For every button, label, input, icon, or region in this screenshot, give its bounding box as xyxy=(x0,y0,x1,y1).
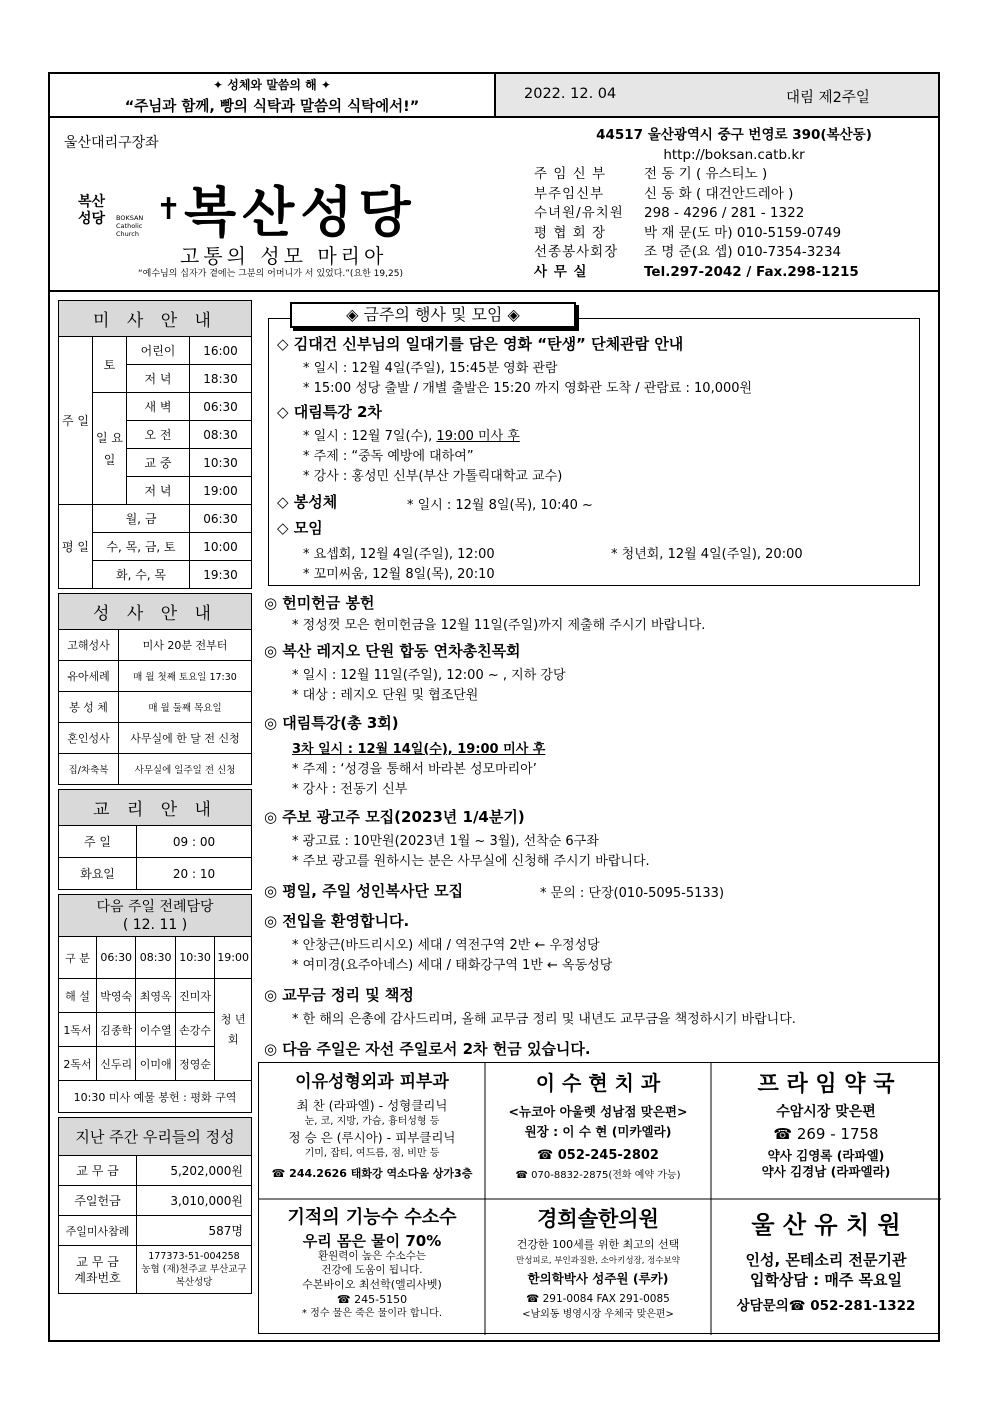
account-number: 177373-51-004258 xyxy=(148,1251,240,1262)
events-title: ◈ 금주의 행사 및 모임 ◈ xyxy=(290,302,576,328)
ad-line: * 정수 물은 죽은 물이라 합니다. xyxy=(302,1308,442,1319)
event-4-heading: ◇ 모임 xyxy=(277,519,323,537)
sacrament-title: 성 사 안 내 xyxy=(59,594,252,630)
ad-line: 환원력이 높은 수소수는 xyxy=(317,1250,427,1262)
account-holder: 복산성당 xyxy=(175,1277,213,1288)
liturgy-col: 구 분 xyxy=(59,937,97,979)
staff-value: 전 동 기 ( 유스티노 ) xyxy=(644,166,768,182)
event-4-line: * 꼬미씨움, 12월 8일(목), 20:10 xyxy=(303,567,495,582)
ad-pharmacy xyxy=(711,1067,941,1197)
notice-3-line: 3차 일시 : 12월 14일(수), 19:00 미사 후 xyxy=(292,742,546,757)
event-4-line: * 요셉회, 12월 4일(주일), 12:00 xyxy=(303,547,495,562)
liturgy-role: 해 설 xyxy=(59,979,97,1013)
event-3-line: * 일시 : 12월 8일(목), 10:40 ~ xyxy=(407,498,593,513)
patron: 고통의 성모 마리아 xyxy=(180,244,388,268)
liturgy-youth: 청 년 회 xyxy=(215,979,252,1081)
ad-line: ☎ 052-245-2802 xyxy=(537,1148,659,1163)
offering-title: 지난 주간 우리들의 정성 xyxy=(59,1118,252,1156)
notice-7-line: * 한 해의 은총에 감사드리며, 올해 교무금 정리 및 내년도 교무금을 책정하시기 바랍니다. xyxy=(292,1012,796,1027)
mass-time: 18:30 xyxy=(190,365,252,393)
mass-name: 수, 목, 금, 토 xyxy=(93,533,190,561)
offering-key: 주일미사참례 xyxy=(59,1216,137,1246)
liturgy-col: 10:30 xyxy=(175,937,214,979)
staff-key: 주 임 신 부 xyxy=(534,166,607,182)
liturgy-note: 10:30 미사 예물 봉헌 : 평화 구역 xyxy=(59,1081,252,1113)
liturgy-person: 신두리 xyxy=(97,1047,136,1081)
staff-key: 수녀원/유치원 xyxy=(534,205,624,221)
ad-title: 이 수 현 치 과 xyxy=(535,1071,661,1095)
ad-line: ☎ 245-5150 xyxy=(336,1293,408,1306)
liturgy-person: 이수열 xyxy=(136,1013,175,1047)
event-2-date: * 일시 : 12월 7일(수), xyxy=(303,429,437,444)
notice-1-line: * 정성껏 모은 헌미헌금을 12월 11일(주일)까지 제출해 주시기 바랍니다. xyxy=(292,618,706,633)
motto-line2: “주님과 함께, 빵의 식탁과 말씀의 식탁에서!” xyxy=(124,99,420,115)
notice-3-line: * 강사 : 전동기 신부 xyxy=(292,782,408,797)
sacrament-key: 고해성사 xyxy=(59,630,119,661)
liturgy-col: 19:00 xyxy=(215,937,252,979)
account-label-1: 교 무 금 xyxy=(76,1254,119,1269)
catechism-key: 화요일 xyxy=(59,858,137,890)
ad-line: ☎ 244.2626 태화강 역소다움 상가3층 xyxy=(271,1167,473,1180)
notice-8-heading: ◎ 다음 주일은 자선 주일로서 2차 헌금 있습니다. xyxy=(264,1040,591,1058)
account-label xyxy=(59,1246,137,1294)
event-4-line: * 청년회, 12월 4일(주일), 20:00 xyxy=(611,547,803,562)
staff-key: 선종봉사회장 xyxy=(534,244,619,260)
ad-clinic xyxy=(259,1067,485,1197)
notice-6-line: * 여미경(요주아네스) 세대 / 태화강구역 1반 ← 옥동성당 xyxy=(292,958,613,973)
sacrament-value: 매 월 둘째 목요일 xyxy=(119,692,252,723)
mass-name: 월, 금 xyxy=(93,505,190,533)
top-bar xyxy=(50,74,938,118)
event-2-line: * 강사 : 홍성민 신부(부산 가톨릭대학교 교수) xyxy=(303,469,563,484)
event-2-line xyxy=(303,425,520,444)
motto xyxy=(50,74,494,116)
mass-time: 06:30 xyxy=(190,505,252,533)
event-3-heading: ◇ 봉성체 xyxy=(277,493,338,511)
staff-row xyxy=(534,243,934,263)
staff-row xyxy=(534,185,934,205)
liturgy-person: 박영숙 xyxy=(97,979,136,1013)
notice-3-heading: ◎ 대림특강(총 3회) xyxy=(264,714,399,732)
ad-line: <남외동 병영시장 우체국 맞은편> xyxy=(522,1309,674,1320)
notice-4-line: * 주보 광고를 원하시는 분은 사무실에 신청해 주시기 바랍니다. xyxy=(292,854,650,869)
offering-table xyxy=(58,1117,252,1294)
sunday-sub-label: 일 요 일 xyxy=(93,393,127,505)
notice-2-line: * 대상 : 레지오 단원 및 협조단원 xyxy=(292,688,479,703)
liturgy-person: 정영순 xyxy=(175,1047,214,1081)
sacrament-key: 유아세례 xyxy=(59,661,119,692)
liturgy-person: 최영옥 xyxy=(136,979,175,1013)
mass-name: 저 녁 xyxy=(127,477,190,505)
liturgy-col: 06:30 xyxy=(97,937,136,979)
mass-time: 19:30 xyxy=(190,561,252,589)
mass-time: 06:30 xyxy=(190,393,252,421)
liturgy-role: 1독서 xyxy=(59,1013,97,1047)
logo-small-text xyxy=(78,194,105,228)
events-box xyxy=(268,318,920,586)
ad-dental xyxy=(485,1067,711,1197)
ad-title: 프 라 임 약 국 xyxy=(757,1072,895,1097)
ad-line: 최 찬 (라파엘) - 성형클리닉 xyxy=(296,1098,448,1113)
staff-row xyxy=(534,204,934,224)
sacrament-value: 미사 20분 전부터 xyxy=(119,630,252,661)
quote: “예수님의 십자가 곁에는 그분의 어머니가 서 있었다.”(요한 19,25) xyxy=(138,269,403,279)
cross-icon: ✝ xyxy=(156,192,182,227)
liturgy-role: 2독서 xyxy=(59,1047,97,1081)
mass-name: 오 전 xyxy=(127,421,190,449)
staff-key: 평 협 회 장 xyxy=(534,224,607,241)
ad-line: 입학상담 : 매주 목요일 xyxy=(749,1271,903,1289)
liturgy-title-2: ( 12. 11 ) xyxy=(122,916,188,933)
ad-title: 울 산 유 치 원 xyxy=(751,1211,901,1239)
liturgy-person: 손강수 xyxy=(175,1013,214,1047)
mass-time: 08:30 xyxy=(190,421,252,449)
notice-6-line: * 안창근(바드리시오) 세대 / 역전구역 2반 ← 우정성당 xyxy=(292,938,600,953)
ad-line: 약사 김경남 (라파엘라) xyxy=(761,1164,891,1179)
offering-value: 587명 xyxy=(137,1216,252,1246)
notice-7-heading: ◎ 교무금 정리 및 책정 xyxy=(264,986,414,1004)
ad-line: <뉴코아 아울렛 성남점 맞은편> xyxy=(508,1104,688,1119)
ad-line: 정 승 은 (루시아) - 피부클리닉 xyxy=(288,1130,456,1145)
notice-4-heading: ◎ 주보 광고주 모집(2023년 1/4분기) xyxy=(264,808,525,826)
ad-line: 건강에 도움이 됩니다. xyxy=(321,1264,423,1276)
event-1-line: * 일시 : 12월 4일(주일), 15:45분 영화 관람 xyxy=(303,361,558,376)
mass-name: 교 중 xyxy=(127,449,190,477)
liturgical-season: 대림 제2주일 xyxy=(786,90,870,106)
event-1-heading: ◇ 김대건 신부님의 일대기를 담은 영화 “탄생” 단체관람 안내 xyxy=(277,335,684,353)
ads-section xyxy=(258,1062,940,1334)
logo-small-2: 성당 xyxy=(78,211,106,227)
mass-name: 저 녁 xyxy=(127,365,190,393)
notice-6-heading: ◎ 전입을 환영합니다. xyxy=(264,912,410,930)
ad-line: 상담문의☎ 052-281-1322 xyxy=(736,1298,916,1314)
mass-name: 새 벽 xyxy=(127,393,190,421)
liturgy-person: 이미애 xyxy=(136,1047,175,1081)
ad-line: 원장 : 이 수 현 (미카엘라) xyxy=(524,1124,672,1139)
ad-line: 건강한 100세를 위한 최고의 선택 xyxy=(516,1238,680,1251)
motto-line1: ✦ 성체와 말씀의 해 ✦ xyxy=(213,78,331,92)
logo-small-1: 복산 xyxy=(78,194,106,210)
left-column xyxy=(58,300,252,1294)
notice-2-line: * 일시 : 12월 11일(주일), 12:00 ~ , 지하 강당 xyxy=(292,668,566,683)
staff-value: Tel.297-2042 / Fax.298-1215 xyxy=(644,263,859,280)
church-info xyxy=(534,126,934,282)
diocese: 울산대리구장좌 xyxy=(64,135,159,151)
notice-3-line: * 주제 : ‘성경을 통해서 바라본 성모마리아’ xyxy=(292,762,537,777)
staff-key: 사 무 실 xyxy=(534,263,588,280)
mass-time: 10:30 xyxy=(190,449,252,477)
account-label-2: 계좌번호 xyxy=(74,1270,121,1285)
ad-line: ☎ 291-0084 FAX 291-0085 xyxy=(526,1293,670,1305)
offering-key: 주일헌금 xyxy=(59,1186,137,1216)
header xyxy=(50,118,938,292)
staff-row xyxy=(534,165,934,185)
catechism-value: 09 : 00 xyxy=(137,826,252,858)
catechism-title: 교 리 안 내 xyxy=(59,790,252,826)
notice-5-line: * 문의 : 단장(010-5095-5133) xyxy=(540,886,725,901)
ad-title: 이유성형외과 피부과 xyxy=(295,1072,449,1092)
event-1-line: * 15:00 성당 출발 / 개별 출발은 15:20 까지 영화관 도착 / 관람료 : 10,000원 xyxy=(303,381,753,396)
church-name: 복산성당 xyxy=(184,181,417,244)
account-bank: 농협 (재)천주교 부산교구 xyxy=(141,1264,247,1275)
ad-line: 기미, 잡티, 여드름, 점, 비만 등 xyxy=(304,1148,440,1159)
bulletin-frame xyxy=(48,72,940,1342)
liturgy-person: 김종학 xyxy=(97,1013,136,1047)
notice-4-line: * 광고료 : 10만원(2023년 1월 ~ 3월), 선착순 6구좌 xyxy=(292,834,599,849)
issue-date: 2022. 12. 04 xyxy=(524,86,617,102)
account-info xyxy=(137,1246,252,1294)
sacrament-key: 집/차축복 xyxy=(59,754,119,785)
catechism-table xyxy=(58,789,252,890)
sunday-label: 주 일 xyxy=(59,337,93,505)
notice-1-heading: ◎ 헌미헌금 봉헌 xyxy=(264,594,375,612)
staff-value: 조 명 준(요 셉) 010-7354-3234 xyxy=(644,244,842,260)
liturgy-col: 08:30 xyxy=(136,937,175,979)
ad-line: 인성, 몬테소리 전문기관 xyxy=(745,1251,907,1269)
ad-line: 약사 김영록 (라파엘) xyxy=(767,1148,885,1163)
ad-water xyxy=(259,1203,485,1333)
liturgy-person: 진미자 xyxy=(175,979,214,1013)
liturgy-table xyxy=(58,894,252,1113)
website-link[interactable]: http://boksan.catb.kr xyxy=(663,146,805,163)
date-box xyxy=(494,74,938,116)
mass-title: 미 사 안 내 xyxy=(59,301,252,337)
ad-line: 수암시장 맞은편 xyxy=(776,1104,876,1120)
ad-oriental-clinic xyxy=(485,1203,711,1333)
staff-row xyxy=(534,263,934,283)
notice-5-heading: ◎ 평일, 주일 성인복사단 모집 xyxy=(264,882,464,900)
catechism-value: 20 : 10 xyxy=(137,858,252,890)
ad-kindergarten xyxy=(711,1203,941,1333)
mass-time: 16:00 xyxy=(190,337,252,365)
mass-time: 10:00 xyxy=(190,533,252,561)
sacrament-value: 사무실에 한 달 전 신청 xyxy=(119,723,252,754)
staff-value: 신 동 화 ( 대건안드레아 ) xyxy=(644,185,794,202)
event-2-time: 19:00 미사 후 xyxy=(436,429,520,444)
mass-name: 어린이 xyxy=(127,337,190,365)
ad-line: 눈, 코, 지방, 가슴, 흉터성형 등 xyxy=(304,1116,440,1127)
event-2-line: * 주제 : “중독 예방에 대하여” xyxy=(303,449,474,464)
logo-en: BOKSAN Catholic Church xyxy=(116,214,144,238)
ad-title: 경희솔한의원 xyxy=(537,1207,659,1231)
ad-line: ☎ 269 - 1758 xyxy=(773,1125,879,1143)
liturgy-title xyxy=(59,895,252,937)
address: 44517 울산광역시 중구 번영로 390(복산동) xyxy=(596,127,872,143)
weekday-label: 평 일 xyxy=(59,505,93,589)
event-2-heading: ◇ 대림특강 2차 xyxy=(277,403,382,421)
offering-value: 5,202,000원 xyxy=(137,1156,252,1186)
mass-table xyxy=(58,300,252,589)
sacrament-key: 봉 성 체 xyxy=(59,692,119,723)
notice-2-heading: ◎ 복산 레지오 단원 합동 연차총친목회 xyxy=(264,642,521,660)
sacrament-table xyxy=(58,593,252,785)
ad-title: 기적의 기능수 수소수 xyxy=(287,1207,457,1228)
saturday-label: 토 xyxy=(93,337,127,393)
ad-line: 한의학박사 성주원 (루카) xyxy=(527,1271,669,1286)
offering-value: 3,010,000원 xyxy=(137,1186,252,1216)
mass-name: 화, 수, 목 xyxy=(93,561,190,589)
sacrament-key: 혼인성사 xyxy=(59,723,119,754)
mass-time: 19:00 xyxy=(190,477,252,505)
staff-value: 박 재 문(도 마) 010-5159-0749 xyxy=(644,224,842,241)
ad-line: 수본바이오 최선학(엘리사벳) xyxy=(302,1278,442,1291)
sacrament-value: 사무실에 일주일 전 신청 xyxy=(119,754,252,785)
offering-key: 교 무 금 xyxy=(59,1156,137,1186)
liturgy-title-1: 다음 주일 전례담당 xyxy=(96,898,214,915)
catechism-key: 주 일 xyxy=(59,826,137,858)
staff-row xyxy=(534,224,934,244)
staff-key: 부주임신부 xyxy=(534,185,605,202)
staff-value: 298 - 4296 / 281 - 1322 xyxy=(644,205,805,221)
sacrament-value: 매 월 첫째 토요일 17:30 xyxy=(119,661,252,692)
ad-line: 만성피로, 부인과질환, 소아키성장, 정수보약 xyxy=(515,1256,680,1266)
ad-line: ☎ 070-8832-2875(전화 예약 가능) xyxy=(515,1170,681,1181)
ad-line: 우리 몸은 물이 70% xyxy=(302,1232,442,1250)
